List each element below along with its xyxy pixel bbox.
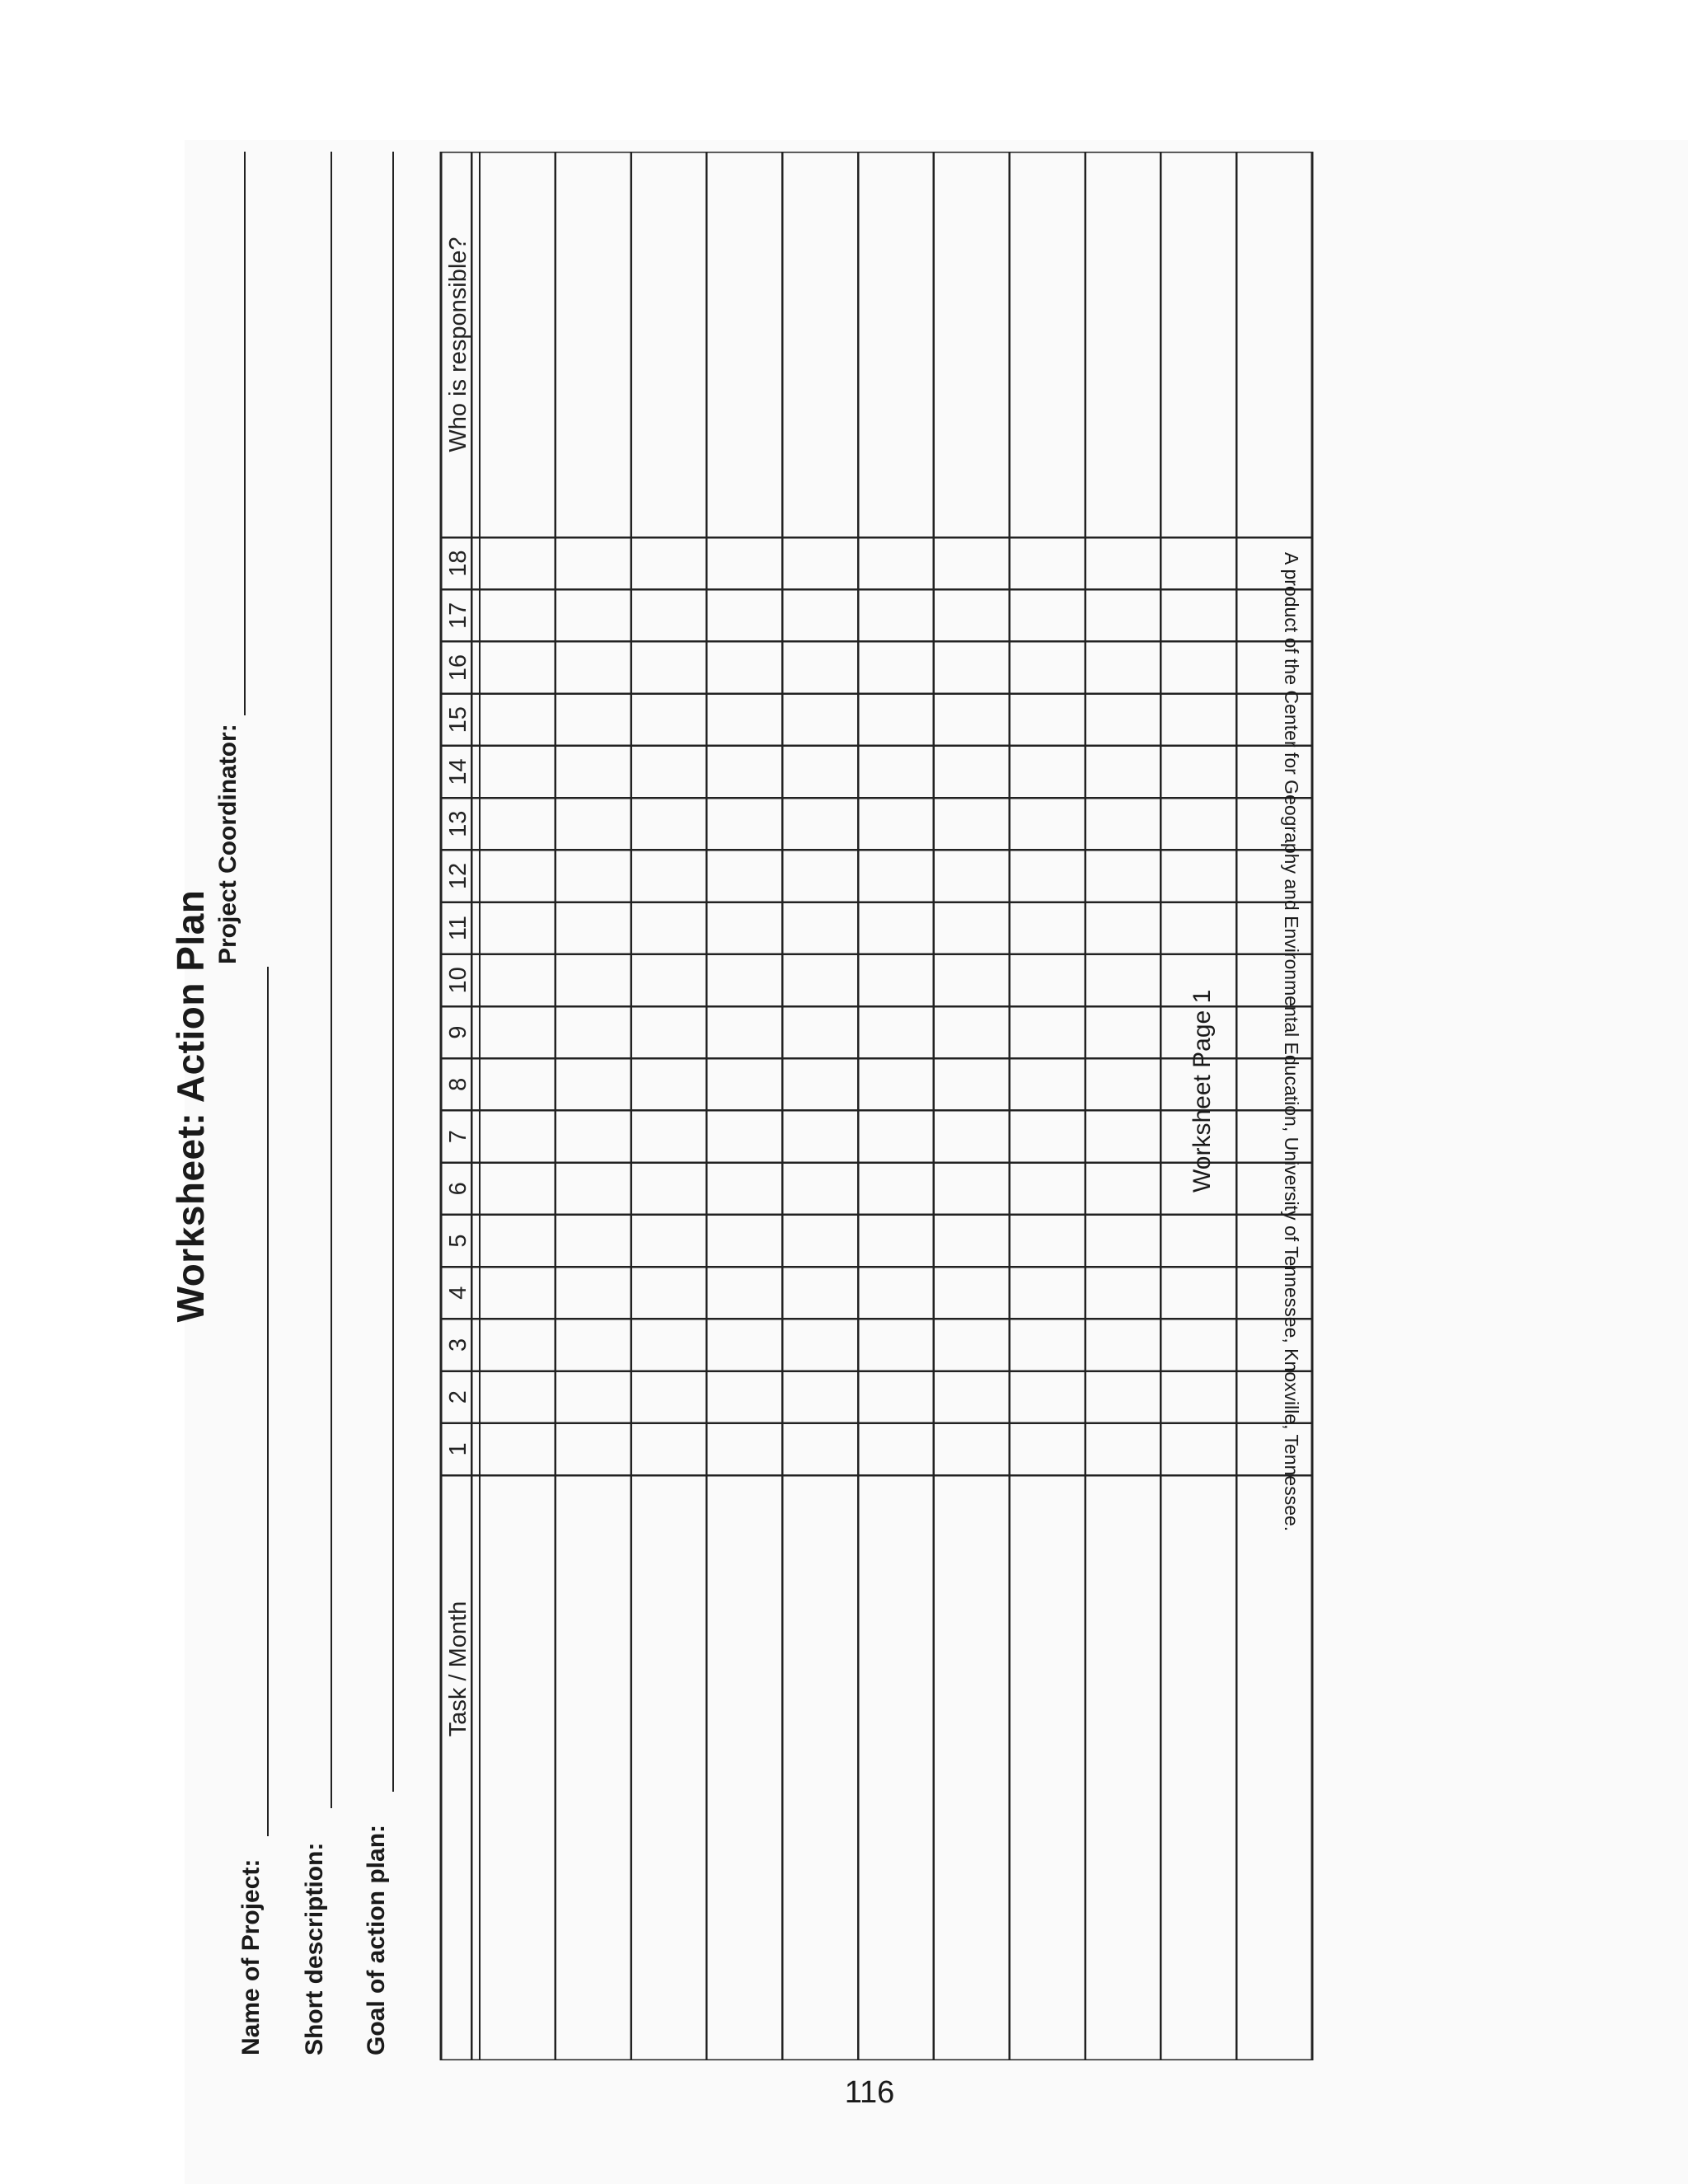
month-header: 16 [445,654,471,682]
month-header: 13 [445,810,471,837]
page-number: 116 [844,2075,895,2110]
month-header: 18 [445,550,471,577]
month-header: 8 [445,1077,471,1091]
month-header: 9 [445,1025,471,1039]
month-header: 3 [445,1338,471,1352]
goal-label: Goal of action plan: [363,1824,390,2055]
task-month-header: Task / Month [445,1601,471,1737]
responsible-header: Who is responsible? [445,237,471,452]
project-name-label: Name of Project: [237,1858,265,2055]
credit-line: A product of the Center for Geography and Environmental Education, University of Tennessee, Knoxville, Tennessee. [1281,552,1302,1532]
short-description-label: Short description: [301,1842,328,2055]
month-header: 14 [445,758,471,785]
month-header: 10 [445,967,471,994]
worksheet [148,152,1319,2060]
month-header: 17 [445,602,471,629]
month-header: 2 [445,1390,471,1404]
month-header: 1 [445,1442,471,1456]
month-header: 6 [445,1182,471,1196]
month-header: 5 [445,1234,471,1248]
month-header: 7 [445,1129,471,1144]
action-plan-table [148,152,1319,2060]
coordinator-label: Project Coordinator: [214,724,241,964]
worksheet-page-label: Worksheet Page 1 [1189,989,1216,1193]
page-title: Worksheet: Action Plan [169,889,212,1323]
month-header: 15 [445,706,471,733]
table-grid-lines [441,152,1312,2060]
month-header: 4 [445,1286,471,1300]
month-header: 11 [445,916,471,941]
month-header: 12 [445,862,471,890]
